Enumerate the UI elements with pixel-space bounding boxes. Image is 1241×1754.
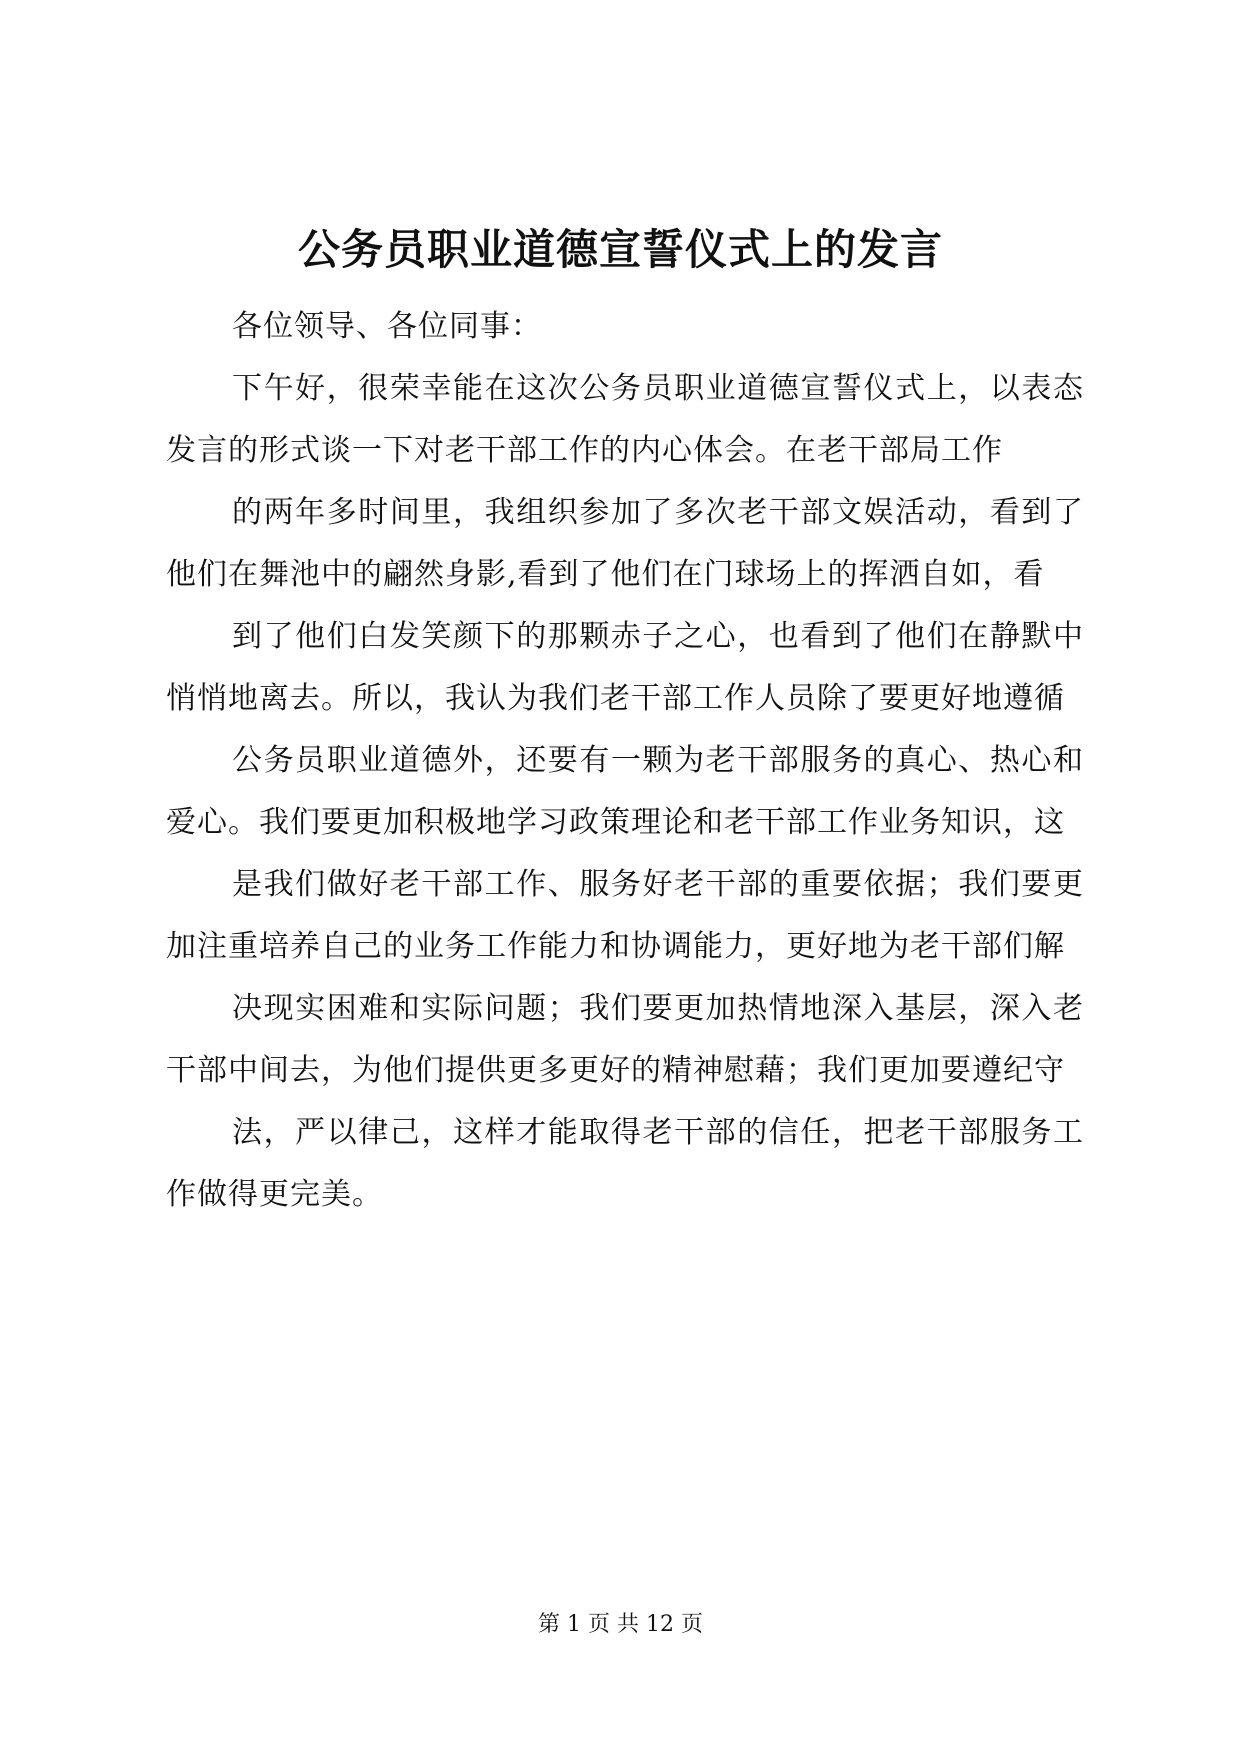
paragraph: 决现实困难和实际问题；我们要更加热情地深入基层，深入老干部中间去，为他们提供更多更好的精神慰藉；我们更加要遵纪守 xyxy=(166,991,1084,1088)
paragraph-salutation: 各位领导、各位同事： xyxy=(232,309,542,344)
paragraph: 是我们做好老干部工作、服务好老干部的重要依据；我们要更加注重培养自己的业务工作能力和协调能力，更好地为老干部们解 xyxy=(166,867,1084,964)
paragraph: 下午好，很荣幸能在这次公务员职业道德宣誓仪式上，以表态发言的形式谈一下对老干部工作的内心体会。在老干部局工作 xyxy=(166,371,1084,468)
paragraph: 法，严以律己，这样才能取得老干部的信任，把老干部服务工作做得更完美。 xyxy=(166,1115,1084,1212)
document-body xyxy=(166,296,1084,1226)
page-number-footer: 第 1 页 共 12 页 xyxy=(538,1612,703,1637)
paragraph: 到了他们白发笑颜下的那颗赤子之心，也看到了他们在静默中悄悄地离去。所以，我认为我们老干部工作人员除了要更好地遵循 xyxy=(166,619,1084,716)
paragraph: 公务员职业道德外，还要有一颗为老干部服务的真心、热心和爱心。我们要更加积极地学习政策理论和老干部工作业务知识，这 xyxy=(166,743,1084,840)
document-title: 公务员职业道德宣誓仪式上的发言 xyxy=(297,225,943,274)
paragraph: 的两年多时间里，我组织参加了多次老干部文娱活动，看到了他们在舞池中的翩然身影,看到了他们在门球场上的挥洒自如，看 xyxy=(166,495,1084,592)
